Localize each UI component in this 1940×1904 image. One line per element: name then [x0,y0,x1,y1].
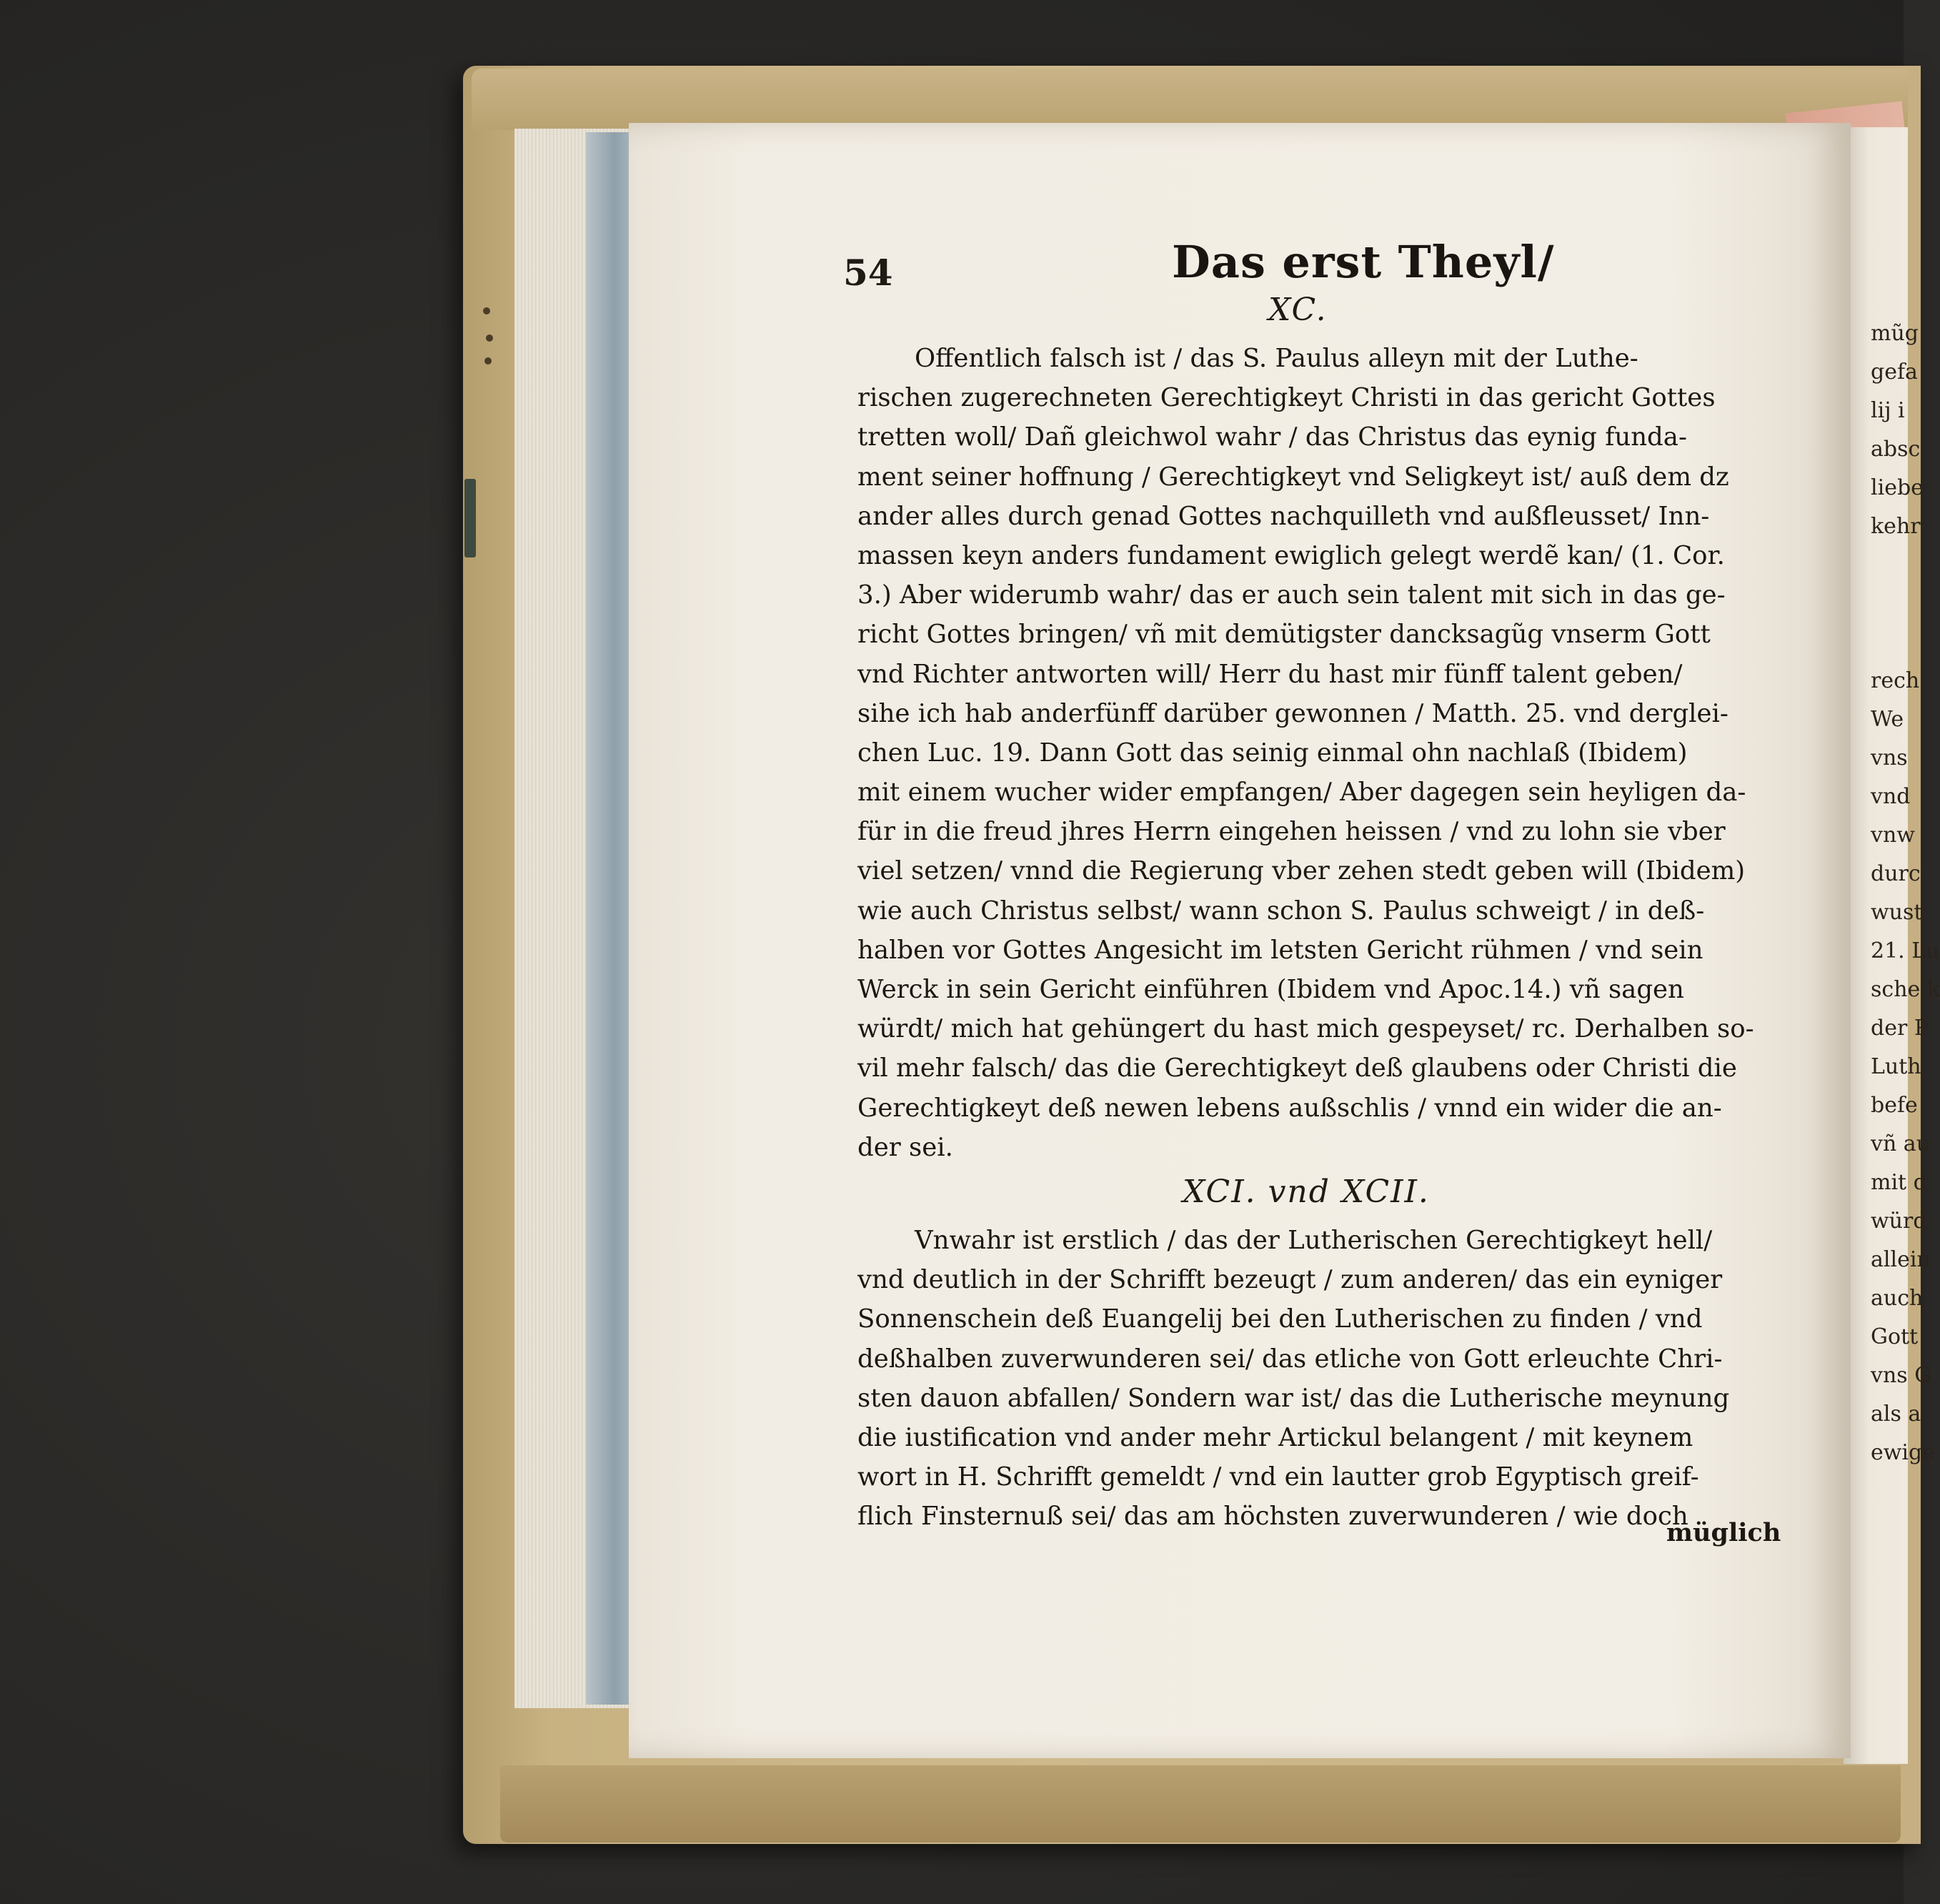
facing-page-line: absc [1871,437,1921,462]
facing-page-line: mũg [1871,321,1919,346]
facing-page-line: 21. Lu [1871,938,1940,963]
text-line: halben vor Gottes Angesicht im letsten Gericht rühmen / vnd sein [857,935,1703,965]
text-line: vnd deutlich in der Schrifft bezeugt / zum anderen/ das ein eyniger [857,1265,1723,1295]
facing-page-line: sche k [1871,977,1940,1002]
facing-page-text [1871,314,1940,1472]
text-line: vnd Richter antworten will/ Herr du hast mir fünff talent geben/ [857,659,1683,689]
facing-page-line: als a [1871,1402,1921,1427]
facing-page-line: We [1871,707,1904,732]
text-line: der sei. [857,1132,953,1162]
text-line: massen keyn anders fundament ewiglich gelegt werdẽ kan/ (1. Cor. [857,540,1725,570]
facing-page-line: Luth [1871,1054,1921,1079]
section-body-xc [857,339,1772,1167]
text-line: sihe ich hab anderfünff darüber gewonnen / Matth. 25. vnd derglei- [857,698,1728,728]
facing-page-line: kehr [1871,514,1921,539]
running-head: Das erst Theyl/ [1172,236,1555,288]
text-line: Gerechtigkeyt deß newen lebens außschlis / vnnd ein wider die an- [857,1093,1722,1123]
facing-page-line: durc [1871,861,1921,886]
facing-page-line: vnw [1871,823,1915,848]
text-line: Vnwahr ist erstlich / das der Lutherischen Gerechtigkeyt hell/ [915,1226,1713,1255]
facing-page-line [1871,546,1914,585]
facing-page-line: vns G [1871,1363,1932,1388]
facing-page-line: vnd [1871,784,1911,809]
facing-page-line: würd [1871,1209,1927,1234]
text-line: wie auch Christus selbst/ wann schon S. Paulus schweigt / in deß- [857,896,1705,926]
text-line: richt Gottes bringen/ vñ mit demütigster dancksagũg vnserm Gott [857,620,1711,650]
book-cover-top-edge [472,69,1908,130]
text-line: ander alles durch genad Gottes nachquilleth vnd außfleusset/ Inn- [857,501,1710,531]
facing-page-line: liebe [1871,475,1924,500]
facing-page-line: der P [1871,1016,1929,1041]
section-heading-xci-xcii: XCI. vnd XCII. [1183,1174,1430,1210]
catchword: müglich [1666,1518,1781,1547]
facing-page-line [1871,623,1914,662]
section-heading-xc: XC. [1268,292,1328,328]
page-number: 54 [843,252,893,294]
text-line: viel setzen/ vnnd die Regierung vber zehen stedt geben will (Ibidem) [857,856,1746,886]
facing-page-line: allein [1871,1247,1931,1272]
facing-page-line: ewige [1871,1440,1935,1465]
text-line: rischen zugerechneten Gerechtigkeyt Christi in das gericht Gottes [857,383,1716,413]
text-line: Werck in sein Gericht einführen (Ibidem vnd Apoc.14.) vñ sagen [857,975,1684,1004]
text-line: für in die freud jhres Herrn eingehen heissen / vnd zu lohn sie vber [857,817,1726,847]
facing-page-line: lij i [1871,398,1905,423]
wormhole-dot [483,307,490,314]
wormhole-dot [484,357,492,365]
text-line: die iustification vnd ander mehr Artickul belangent / mit keynem [857,1422,1693,1452]
text-line: vil mehr falsch/ das die Gerechtigkeyt deß glaubens oder Christi die [857,1053,1737,1084]
wormhole-dot [486,334,493,342]
text-line: mit einem wucher wider empfangen/ Aber dagegen sein heyligen da- [857,778,1746,808]
facing-page-line: befe [1871,1093,1918,1118]
text-line: tretten woll/ Dañ gleichwol wahr / das Christus das eynig funda- [857,422,1687,452]
text-line: ment seiner hoffnung / Gerechtigkeyt vnd Seligkeyt ist/ auß dem dz [857,462,1729,492]
text-line: würdt/ mich hat gehüngert du hast mich gespeyset/ rc. Derhalben so- [857,1014,1754,1044]
clasp-remnant [464,479,476,557]
text-line: Offentlich falsch ist / das S. Paulus alleyn mit der Luthe- [915,344,1638,373]
facing-page-line: mit d [1871,1170,1927,1195]
book-cover-bottom-edge [500,1765,1901,1843]
facing-page-line: wust [1871,900,1923,925]
facing-page-line: vñ au [1871,1131,1931,1156]
facing-page-line [1871,585,1914,623]
text-line: sten dauon abfallen/ Sondern war ist/ das die Lutherische meynung [857,1383,1730,1413]
text-line: deßhalben zuverwunderen sei/ das etliche von Gott erleuchte Chri- [857,1344,1723,1374]
section-body-xci-xcii [857,1221,1772,1537]
text-line: chen Luc. 19. Dann Gott das seinig einmal ohn nachlaß (Ibidem) [857,738,1688,768]
facing-page-line: vns [1871,745,1908,770]
text-line: flich Finsternuß sei/ das am höchsten zuverwunderen / wie doch [857,1502,1688,1532]
text-line: wort in H. Schrifft gemeldt / vnd ein lautter grob Egyptisch greif- [857,1462,1699,1492]
facing-page-line: Gott [1871,1324,1919,1349]
text-line: Sonnenschein deß Euangelij bei den Lutherischen zu finden / vnd [857,1304,1703,1334]
facing-page-line: auch [1871,1286,1924,1311]
text-line: 3.) Aber widerumb wahr/ das er auch sein talent mit sich in das ge- [857,580,1726,610]
facing-page-line: gefa [1871,360,1918,385]
facing-page-line: rech [1871,668,1920,693]
